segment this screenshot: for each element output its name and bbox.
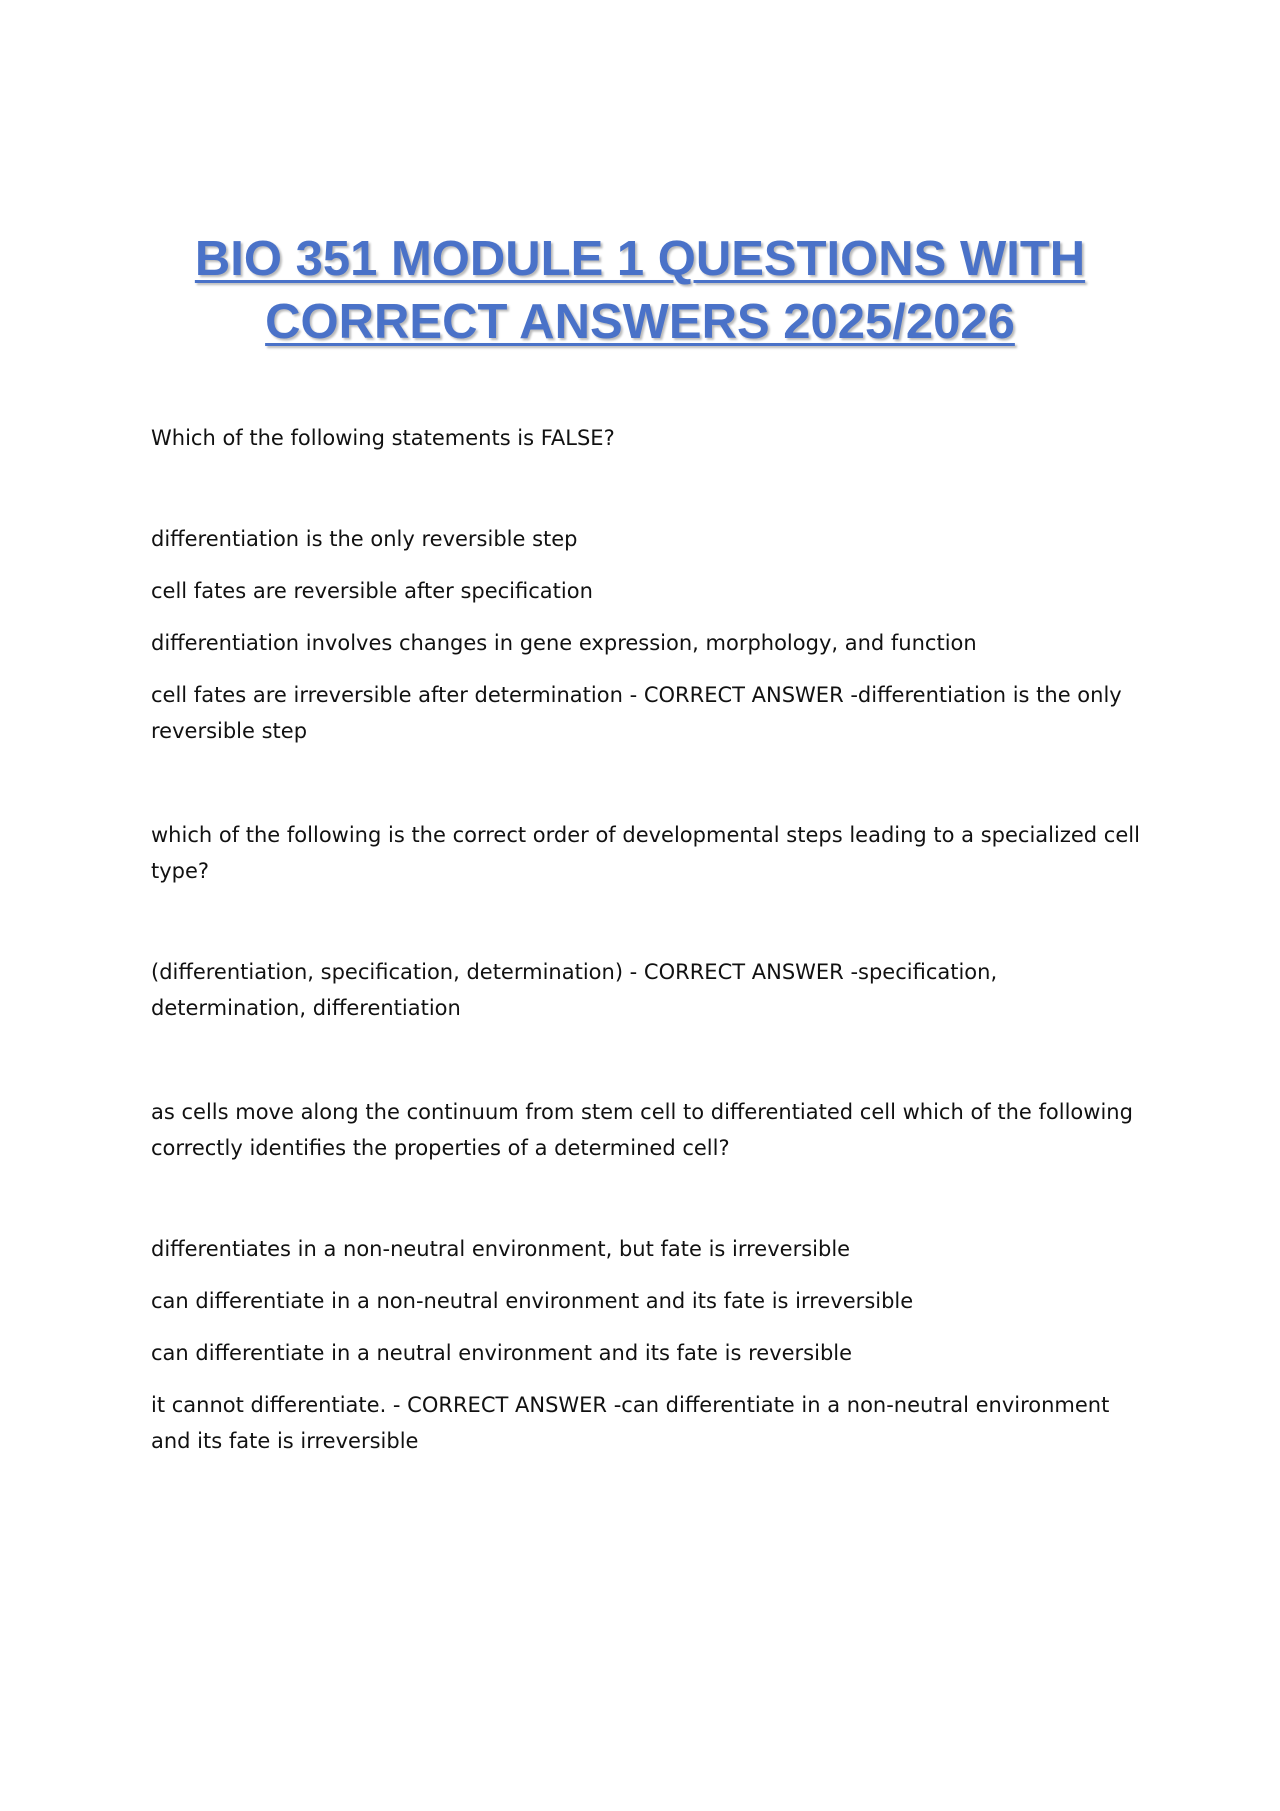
answer-option: differentiates in a non-neutral environment, but fate is irreversible xyxy=(151,1237,851,1261)
question-text: Which of the following statements is FALSE? xyxy=(151,426,615,450)
page-title xyxy=(0,228,1280,354)
answer-options xyxy=(151,954,1151,1026)
answer-options xyxy=(151,521,1151,749)
answer-option-with-correct-answer: (differentiation, specification, determination) - CORRECT ANSWER -specification, determination, differentiation xyxy=(151,960,998,1020)
question-block-3 xyxy=(151,1094,1151,1459)
title-line-1: BIO 351 MODULE 1 QUESTIONS WITH xyxy=(194,232,1086,286)
question-text: as cells move along the continuum from stem cell to differentiated cell which of the following correctly identifies the properties of a determined cell? xyxy=(151,1100,1133,1160)
answer-option-with-correct-answer: it cannot differentiate. - CORRECT ANSWER -can differentiate in a non-neutral environment and its fate is irreversible xyxy=(151,1393,1110,1453)
answer-option: cell fates are reversible after specification xyxy=(151,579,593,603)
title-line-2: CORRECT ANSWERS 2025/2026 xyxy=(265,295,1015,349)
question-block-2 xyxy=(151,817,1151,1026)
answer-option: can differentiate in a non-neutral environment and its fate is irreversible xyxy=(151,1289,914,1313)
answer-option-with-correct-answer: cell fates are irreversible after determination - CORRECT ANSWER -differentiation is the only reversible step xyxy=(151,683,1122,743)
answer-option: differentiation involves changes in gene expression, morphology, and function xyxy=(151,631,977,655)
answer-options xyxy=(151,1231,1151,1459)
question-text: which of the following is the correct order of developmental steps leading to a specialized cell type? xyxy=(151,823,1140,883)
answer-option: can differentiate in a neutral environment and its fate is reversible xyxy=(151,1341,853,1365)
question-list xyxy=(151,420,1151,1475)
question-block-1 xyxy=(151,420,1151,749)
answer-option: differentiation is the only reversible step xyxy=(151,527,578,551)
